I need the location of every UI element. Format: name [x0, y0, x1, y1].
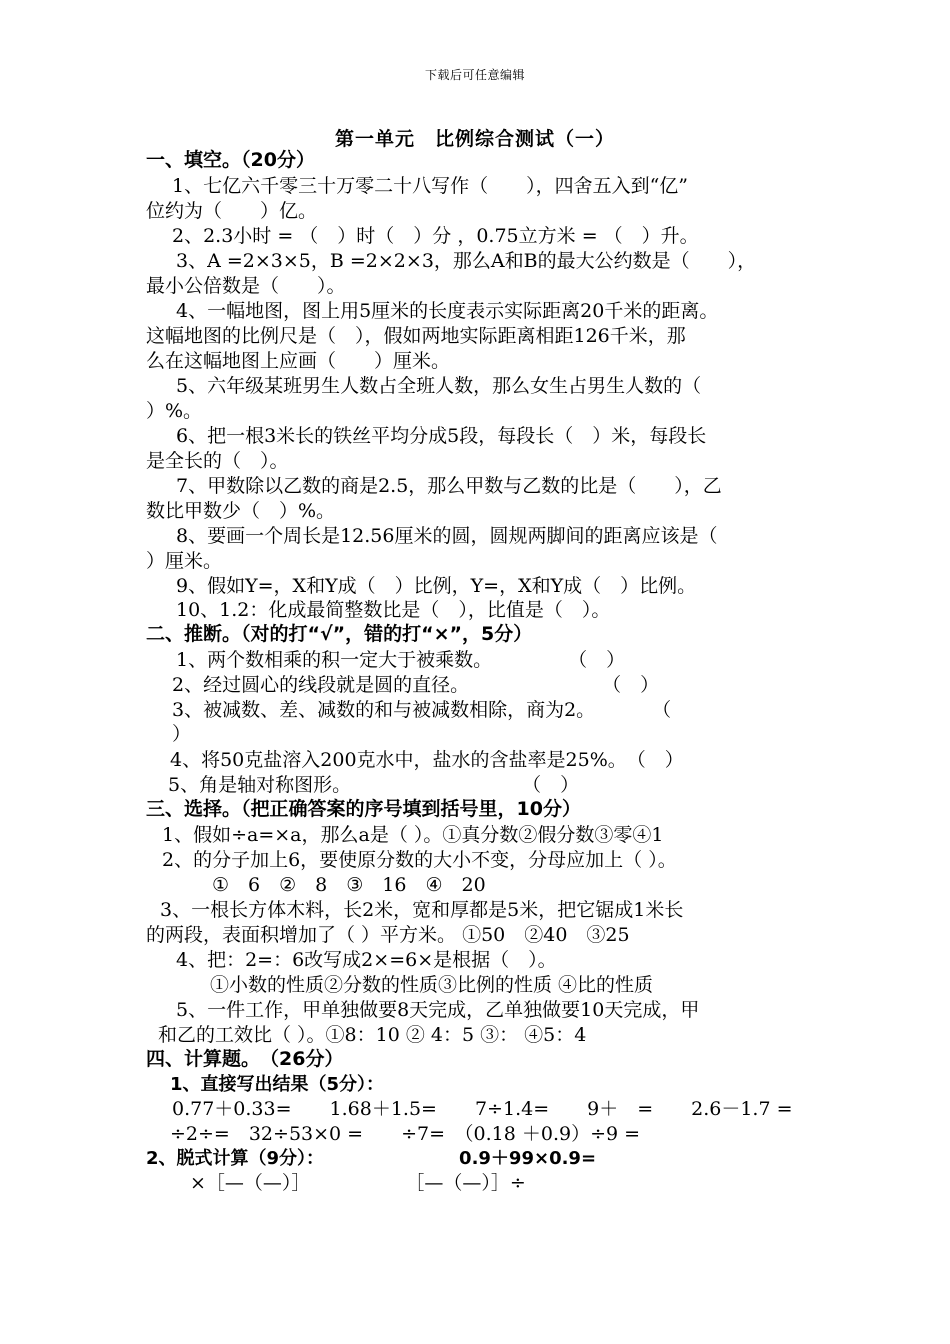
text-line: 1、假如÷a=×a，那么a是（ ）。①真分数②假分数③零④1: [162, 824, 664, 846]
text-line: ① 6 ② 8 ③ 16 ④ 20: [212, 874, 486, 896]
text-line: 的两段，表面积增加了（ ）平方米。 ①50 ②40 ③25: [146, 924, 630, 946]
text-line: 10、1.2：化成最简整数比是（ ），比值是（ ）。: [176, 599, 611, 621]
subsection-heading: 2、脱式计算（9分）： 0.9＋99×0.9=: [146, 1148, 597, 1169]
text-line: 5、一件工作，甲单独做要8天完成，乙单独做要10天完成，甲: [176, 999, 700, 1021]
text-line: 3、A =2×3×5，B =2×2×3，那么A和B的最大公约数是（ ），: [176, 250, 757, 272]
text-line: 6、把一根3米长的铁丝平均分成5段，每段长（ ）米，每段长: [176, 425, 707, 447]
header-note: 下载后可任意编辑: [424, 68, 525, 82]
text-line: 3、被减数、差、减数的和与被减数相除，商为2。 （: [172, 699, 672, 721]
text-line: ）: [172, 723, 192, 745]
text-line: 2、经过圆心的线段就是圆的直径。 （ ）: [172, 674, 660, 696]
text-line: 0.77＋0.33= 1.68＋1.5= 7÷1.4= 9＋ = 2.6－1.7 =: [172, 1098, 793, 1120]
text-line: 2、的分子加上6，要使原分数的大小不变，分母应加上（ ）。: [162, 849, 677, 871]
text-line: ×［—（—）］ ［—（—）］÷: [190, 1172, 526, 1194]
text-line: 7、甲数除以乙数的商是2.5，那么甲数与乙数的比是（ ），乙: [176, 475, 722, 497]
text-line: ）厘米。: [146, 550, 223, 572]
text-line: 5、角是轴对称图形。 （ ）: [168, 774, 580, 796]
text-line: 5、六年级某班男生人数占全班人数，那么女生占男生人数的（: [176, 375, 702, 397]
page-title: 第一单元 比例综合测试（一）: [334, 128, 615, 150]
section-heading: 二、推断。（对的打“√”，错的打“×”，5分）: [146, 623, 533, 645]
text-line: 4、将50克盐溶入200克水中，盐水的含盐率是25%。 （ ）: [170, 749, 684, 771]
text-line: ÷2÷= 32÷53×0 = ÷7= （0.18 ＋0.9）÷9 =: [170, 1123, 641, 1145]
text-line: 9、假如Y=，X和Y成（ ）比例，Y=，X和Y成（ ）比例。: [176, 575, 697, 597]
section-heading: 四、计算题。 （26分）: [146, 1048, 344, 1070]
text-line: 4、把：2=：6改写成2×=6×是根据（ ）。: [176, 949, 557, 971]
text-line: 位约为（ ）亿。: [146, 200, 318, 222]
text-line: 1、七亿六千零三十万零二十八写作（ ），四舍五入到“亿”: [172, 175, 689, 197]
text-line: 最小公倍数是（ ）。: [146, 275, 346, 297]
text-line: 和乙的工效比（ ）。①8：10 ② 4：5 ③： ④5：4: [158, 1024, 587, 1046]
text-line: 数比甲数少（ ）%。: [146, 500, 336, 522]
text-line: 8、要画一个周长是12.56厘米的圆，圆规两脚间的距离应该是（: [176, 525, 718, 547]
text-line: 3、一根长方体木料，长2米，宽和厚都是5米，把它锯成1米长: [160, 899, 684, 921]
section-heading: 三、选择。（把正确答案的序号填到括号里，10分）: [146, 798, 581, 820]
text-line: 这幅地图的比例尺是（ ），假如两地实际距离相距126千米，那: [146, 325, 686, 347]
text-line: 4、一幅地图，图上用5厘米的长度表示实际距离20千米的距离。: [176, 300, 719, 322]
text-line: 2、2.3小时 = （ ）时（ ）分 ，0.75立方米 = （ ）升。: [172, 225, 699, 247]
text-line: ①小数的性质②分数的性质③比例的性质 ④比的性质: [210, 974, 654, 996]
section-heading: 一、填空。（20分）: [146, 149, 315, 171]
subsection-heading: 1、直接写出结果（5分）：: [170, 1074, 385, 1095]
text-line: 1、两个数相乘的积一定大于被乘数。 （ ）: [176, 649, 626, 671]
text-line: ）%。: [146, 400, 203, 422]
text-line: 是全长的（ ）。: [146, 450, 289, 472]
text-line: 么在这幅地图上应画（ ）厘米。: [146, 350, 451, 372]
